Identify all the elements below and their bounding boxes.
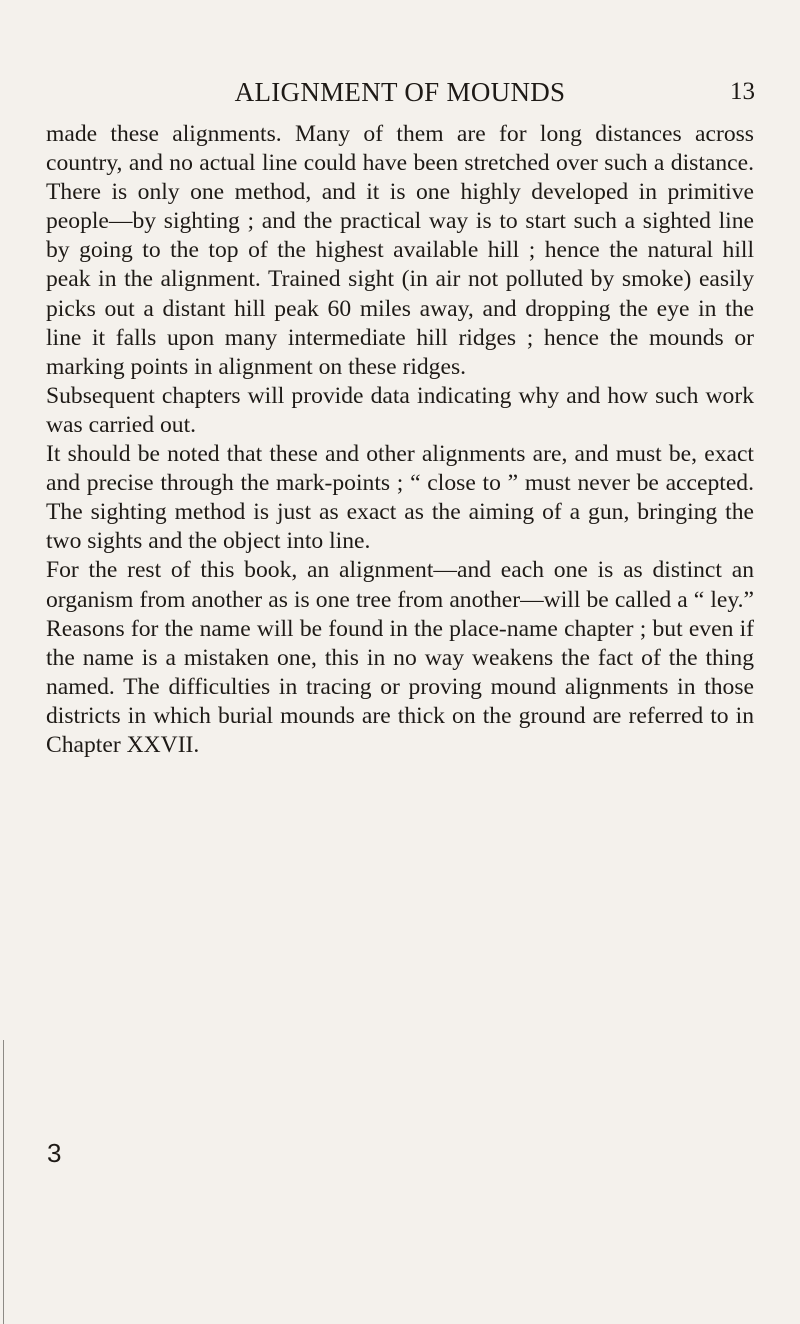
paragraph-1: made these alignments. Many of them are for long distances across country, and no actual line could have been stretched over such a distance. There is only one method, and it is one highly developed in primitive people—by sighting ; and the practical way is to start such a sighted line by going to the top of the highest available hill ; hence the natural hill peak in the alignment. Trained sight (in air not polluted by smoke) easily picks out a distant hill peak 60 miles away, and dropping the eye in the line it falls upon many intermediate hill ridges ; hence the mounds or marking points in alignment on these ridges. [46, 121, 754, 380]
body-text [46, 120, 754, 760]
page-number: 13 [730, 78, 755, 105]
running-title: ALIGNMENT OF MOUNDS [234, 77, 566, 107]
paragraph-2: Subsequent chapters will provide data indicating why and how such work was carried out. [46, 382, 754, 438]
paragraph-3: It should be noted that these and other alignments are, and must be, exact and precise through the mark-points ; “ close to ” must never be accepted. The sighting method is just as exact as the aiming of a gun, bringing the two sights and the object into line. [46, 441, 754, 555]
page-edge-line [3, 1040, 4, 1324]
signature-mark: 3 [47, 1138, 62, 1168]
running-head [45, 72, 755, 112]
paragraph-4: For the rest of this book, an alignment—and each one is as distinct an organism from another as is one tree from another—will be called a “ ley.” Reasons for the name will be found in the place-name chapter ; but even if the name is a mistaken one, this in no way weakens the fact of the thing named. The difficulties in tracing or proving mound alignments in those districts in which burial mounds are thick on the ground are referred to in Chapter XXVII. [46, 557, 754, 758]
